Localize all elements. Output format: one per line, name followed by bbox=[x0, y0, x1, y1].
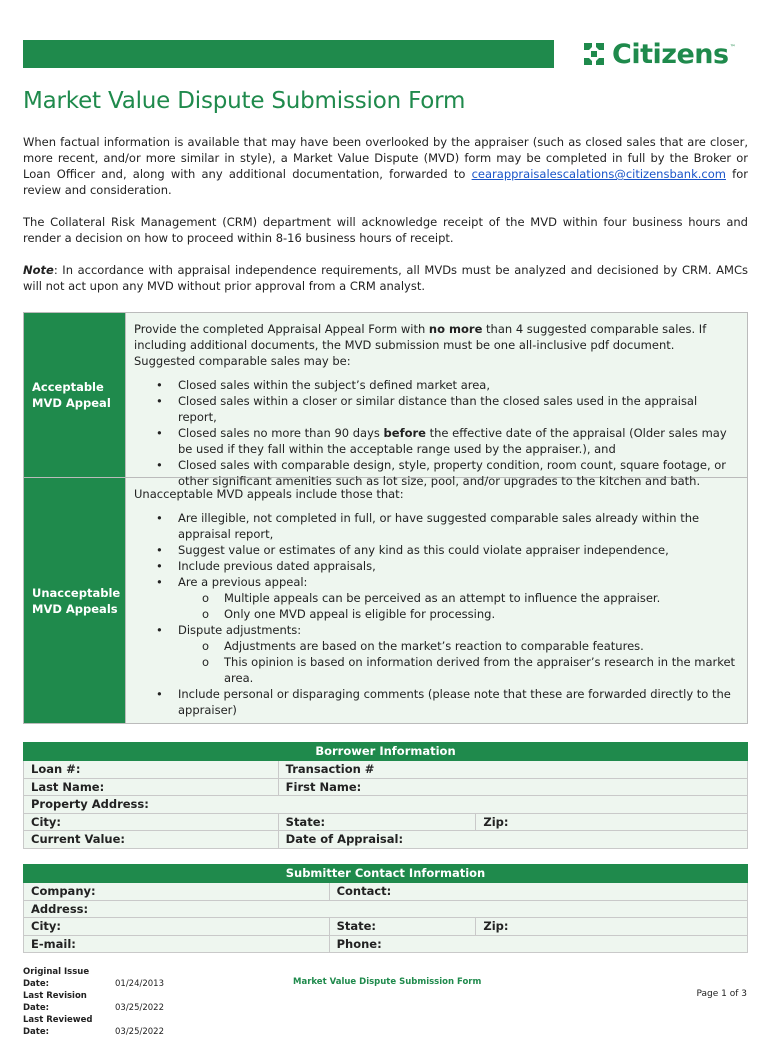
list-item: • Closed sales no more than 90 days before the effective date of the appraisal (Older sales may be used if they fall within the acceptable range used by the appraiser.), and bbox=[156, 425, 739, 457]
unacceptable-row bbox=[24, 478, 747, 723]
sub-list-item: o Multiple appeals can be perceived as an attempt to influence the appraiser. bbox=[156, 590, 739, 606]
list-item: • Include personal or disparaging comments (please note that these are forwarded directly to the appraiser) bbox=[156, 686, 739, 718]
note-paragraph bbox=[23, 262, 748, 294]
citizens-logo-icon bbox=[580, 40, 608, 68]
page-number: Page 1 of 3 bbox=[696, 989, 747, 999]
city-field[interactable]: City: bbox=[24, 813, 279, 831]
logo-wordmark: Citizens bbox=[612, 38, 729, 70]
zip-field[interactable]: Zip: bbox=[476, 813, 748, 831]
list-item: • Closed sales with comparable design, style, property condition, room count, square footage, or other significant amenities such as lot size, pool, and/or upgrades to the kitchen and bath. bbox=[156, 457, 739, 489]
mvd-criteria-table bbox=[23, 312, 748, 724]
date-of-appraisal-field[interactable]: Date of Appraisal: bbox=[278, 831, 747, 849]
list-item: • Include previous dated appraisals, bbox=[156, 558, 739, 574]
header-bar bbox=[23, 40, 554, 68]
sub-list-item: o Adjustments are based on the market’s reaction to comparable features. bbox=[156, 638, 739, 654]
state-field[interactable]: State: bbox=[278, 813, 476, 831]
submitter-state-field[interactable]: State: bbox=[329, 918, 476, 936]
intro-paragraph-1 bbox=[23, 134, 748, 198]
trademark-symbol: ™ bbox=[729, 44, 736, 51]
original-issue-label: Original Issue Date: bbox=[23, 967, 90, 989]
last-reviewed-value: 03/25/2022 bbox=[115, 1027, 164, 1037]
list-item: • Are illegible, not completed in full, or have suggested comparable sales already within the appraisal report, bbox=[156, 510, 739, 542]
submitter-contact-table bbox=[23, 864, 748, 953]
last-revision-label: Last Revision Date: bbox=[23, 991, 87, 1013]
intro-paragraph-2: The Collateral Risk Management (CRM) department will acknowledge receipt of the MVD within four business hours and render a decision on how to proceed within 8-16 business hours of receipt. bbox=[23, 215, 748, 245]
list-item: • Closed sales within the subject’s defined market area, bbox=[156, 377, 739, 393]
list-item: • Dispute adjustments: bbox=[156, 622, 739, 638]
last-name-field[interactable]: Last Name: bbox=[24, 778, 279, 796]
loan-number-field[interactable]: Loan #: bbox=[24, 761, 279, 779]
transaction-number-field[interactable]: Transaction # bbox=[278, 761, 747, 779]
acceptable-row bbox=[24, 313, 747, 488]
submitter-header: Submitter Contact Information bbox=[24, 865, 748, 883]
intro-text-end: for review and consideration. bbox=[23, 167, 748, 197]
property-address-field[interactable]: Property Address: bbox=[24, 796, 748, 814]
phone-field[interactable]: Phone: bbox=[329, 935, 747, 953]
note-text: : In accordance with appraisal independence requirements, all MVDs must be analyzed and decisioned by CRM. AMCs will not act upon any MVD without prior approval from a CRM analyst. bbox=[23, 263, 748, 293]
acceptable-body bbox=[125, 313, 747, 488]
acceptable-intro: Provide the completed Appraisal Appeal Form with no more than 4 suggested comparable sales. If including additional documents, the MVD submission must be one all-inclusive pdf document. Suggested comparable sales may be: bbox=[134, 322, 707, 368]
escalations-email-link[interactable]: cearappraisalescalations@citizensbank.com bbox=[471, 167, 726, 181]
company-field[interactable]: Company: bbox=[24, 883, 330, 901]
list-item: • Closed sales within a closer or similar distance than the closed sales used in the appraisal report, bbox=[156, 393, 739, 425]
intro-text: When factual information is available that may have been overlooked by the appraiser (such as closed sales that are closer, more recent, and/or more similar in style), a Market Value Dispute (MVD) form may be completed in full by the Broker or Loan Officer and, along with any additional documentation, forwarded to bbox=[23, 135, 748, 181]
email-field[interactable]: E-mail: bbox=[24, 935, 330, 953]
first-name-field[interactable]: First Name: bbox=[278, 778, 747, 796]
acceptable-label: Acceptable MVD Appeal bbox=[24, 313, 125, 477]
citizens-logo bbox=[580, 36, 750, 72]
unacceptable-body bbox=[125, 478, 747, 723]
list-item: • Are a previous appeal: bbox=[156, 574, 739, 590]
acceptable-list bbox=[134, 377, 739, 489]
last-revision-value: 03/25/2022 bbox=[115, 1003, 164, 1013]
original-issue-value: 01/24/2013 bbox=[115, 979, 164, 989]
list-item: • Suggest value or estimates of any kind as this could violate appraiser independence, bbox=[156, 542, 739, 558]
address-field[interactable]: Address: bbox=[24, 900, 748, 918]
submitter-zip-field[interactable]: Zip: bbox=[476, 918, 748, 936]
unacceptable-list bbox=[134, 510, 739, 718]
page-title: Market Value Dispute Submission Form bbox=[23, 88, 466, 114]
sub-list-item: o This opinion is based on information derived from the appraiser’s research in the market area. bbox=[156, 654, 739, 686]
current-value-field[interactable]: Current Value: bbox=[24, 831, 279, 849]
borrower-information-table bbox=[23, 742, 748, 849]
footer-form-title: Market Value Dispute Submission Form bbox=[293, 977, 482, 987]
last-reviewed-label: Last Reviewed Date: bbox=[23, 1015, 93, 1037]
unacceptable-intro: Unacceptable MVD appeals include those that: bbox=[134, 487, 404, 501]
footer-dates bbox=[23, 966, 164, 1038]
unacceptable-label: Unacceptable MVD Appeals bbox=[24, 478, 125, 723]
note-label: Note bbox=[23, 263, 54, 277]
borrower-header: Borrower Information bbox=[24, 743, 748, 761]
contact-field[interactable]: Contact: bbox=[329, 883, 747, 901]
sub-list-item: o Only one MVD appeal is eligible for processing. bbox=[156, 606, 739, 622]
submitter-city-field[interactable]: City: bbox=[24, 918, 330, 936]
